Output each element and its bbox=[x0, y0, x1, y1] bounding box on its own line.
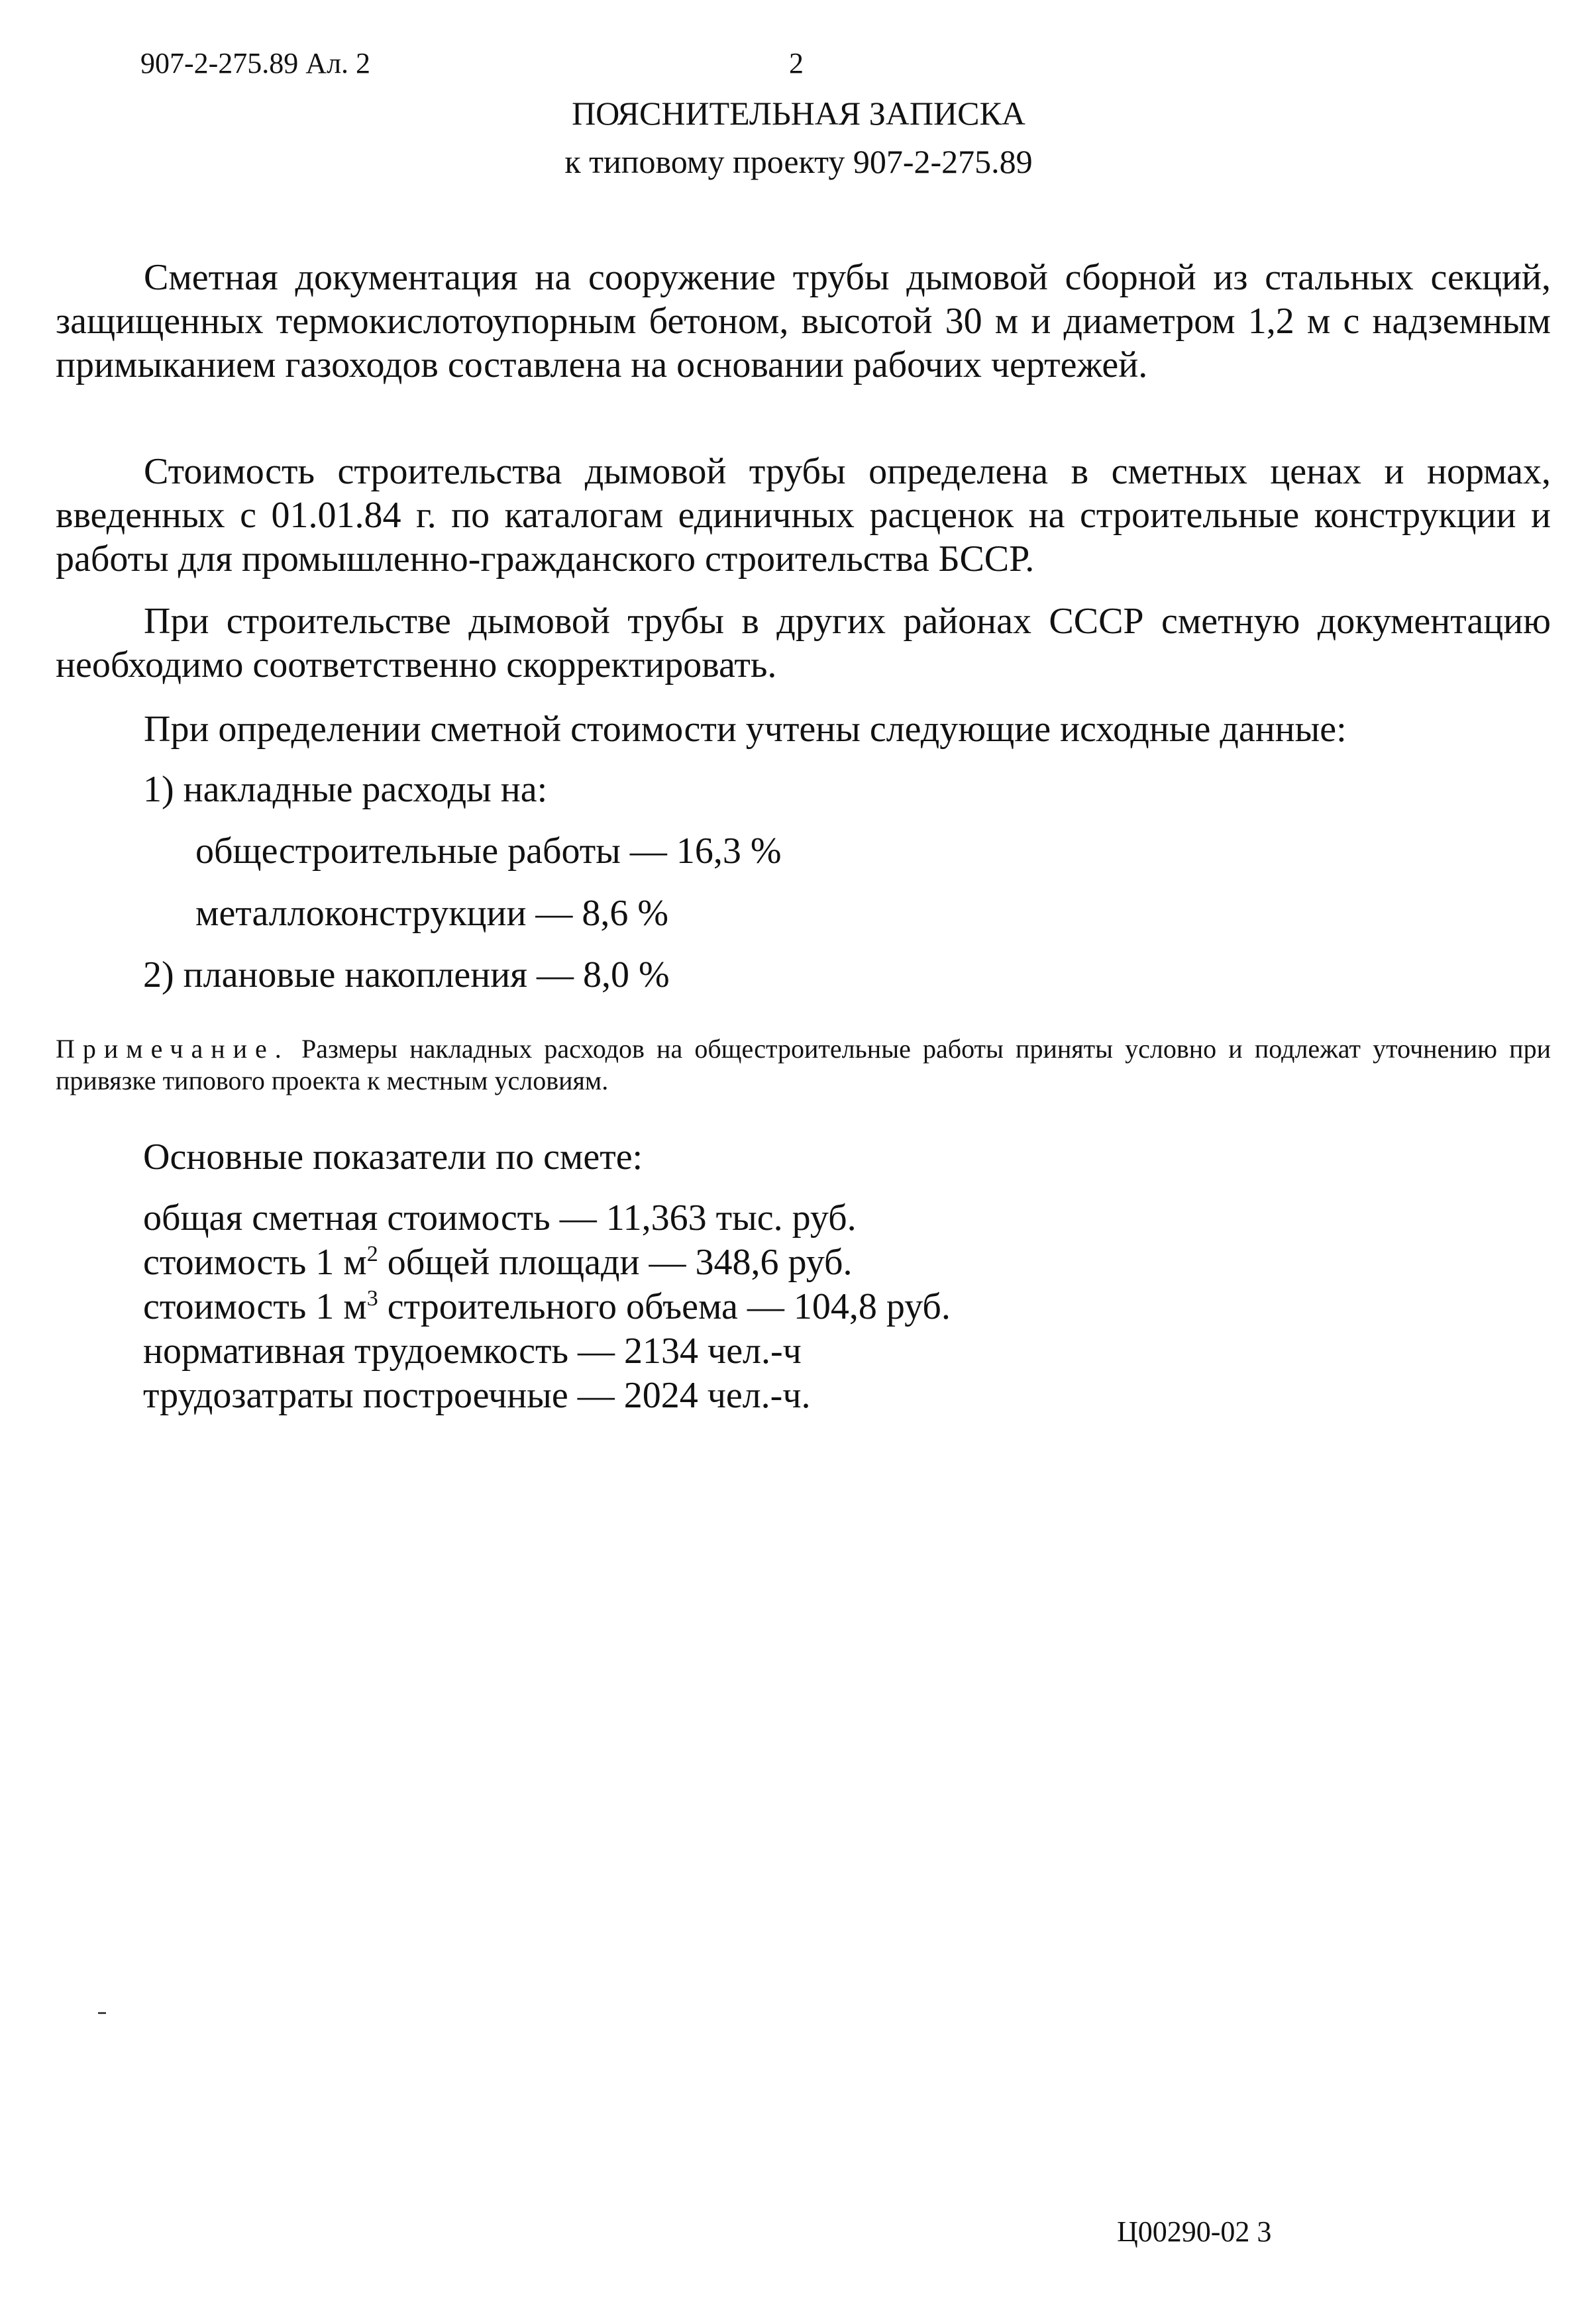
paragraph-cost-basis: Стоимость строительства дымовой трубы определена в сметных ценах и нормах, введенных с 01.01.84 г. по каталогам единичных расценок на строительные конструкции и работы для промышленно-гражданского строительства БССР. bbox=[56, 451, 1551, 580]
indicator-volume-cost bbox=[143, 1286, 951, 1328]
scan-mark bbox=[98, 2012, 106, 2014]
document-code: 907-2-275.89 Ал. 2 bbox=[140, 47, 371, 79]
list-subitem-metal-structures: металлоконструкции — 8,6 % bbox=[195, 893, 669, 934]
indicator-labor-norm: нормативная трудоемкость — 2134 чел.-ч bbox=[143, 1331, 802, 1372]
page-title: ПОЯСНИТЕЛЬНАЯ ЗАПИСКА bbox=[572, 95, 1025, 132]
indicator-area-cost bbox=[143, 1241, 853, 1284]
indicator-area-cost-suffix: общей площади — 348,6 руб. bbox=[378, 1242, 853, 1283]
footer-code: Ц00290-02 3 bbox=[1117, 2215, 1272, 2248]
indicator-volume-cost-sup: 3 bbox=[366, 1286, 378, 1311]
indicator-area-cost-sup: 2 bbox=[366, 1242, 378, 1266]
paragraph-documentation: Сметная документация на сооружение трубы дымовой сборной из стальных секций, защищенных термокислотоупорным бетоном, высотой 30 м и диаметром 1,2 м с надземным примыканием газоходов составлена на основании рабочих чертежей. bbox=[56, 257, 1551, 385]
indicator-area-cost-prefix: стоимость 1 м bbox=[143, 1242, 367, 1283]
note-text: Размеры накладных расходов на общестроительные работы приняты условно и подлежат уточнению при привязке типового проекта к местным условиям. bbox=[56, 1034, 1551, 1095]
list-item-overhead: 1) накладные расходы на: bbox=[143, 769, 548, 810]
paragraph-other-regions: При строительстве дымовой трубы в других районах СССР сметную документацию необходимо соответственно скорректировать. bbox=[56, 601, 1551, 685]
page-number: 2 bbox=[789, 47, 804, 79]
list-subitem-general-works: общестроительные работы — 16,3 % bbox=[195, 831, 782, 872]
indicator-volume-cost-prefix: стоимость 1 м bbox=[143, 1286, 367, 1327]
indicator-total-cost: общая сметная стоимость — 11,363 тыс. руб. bbox=[143, 1197, 857, 1238]
page-subtitle: к типовому проекту 907-2-275.89 bbox=[564, 143, 1033, 180]
indicators-title: Основные показатели по смете: bbox=[143, 1137, 643, 1178]
list-item-planned-savings: 2) плановые накопления — 8,0 % bbox=[143, 954, 670, 995]
note bbox=[56, 1033, 1551, 1097]
paragraph-initial-data: При определении сметной стоимости учтены следующие исходные данные: bbox=[144, 709, 1347, 750]
indicator-volume-cost-suffix: строительного объема — 104,8 руб. bbox=[378, 1286, 951, 1327]
indicator-labor-site: трудозатраты построечные — 2024 чел.-ч. bbox=[143, 1375, 811, 1416]
note-label: Примечание. bbox=[56, 1034, 289, 1064]
